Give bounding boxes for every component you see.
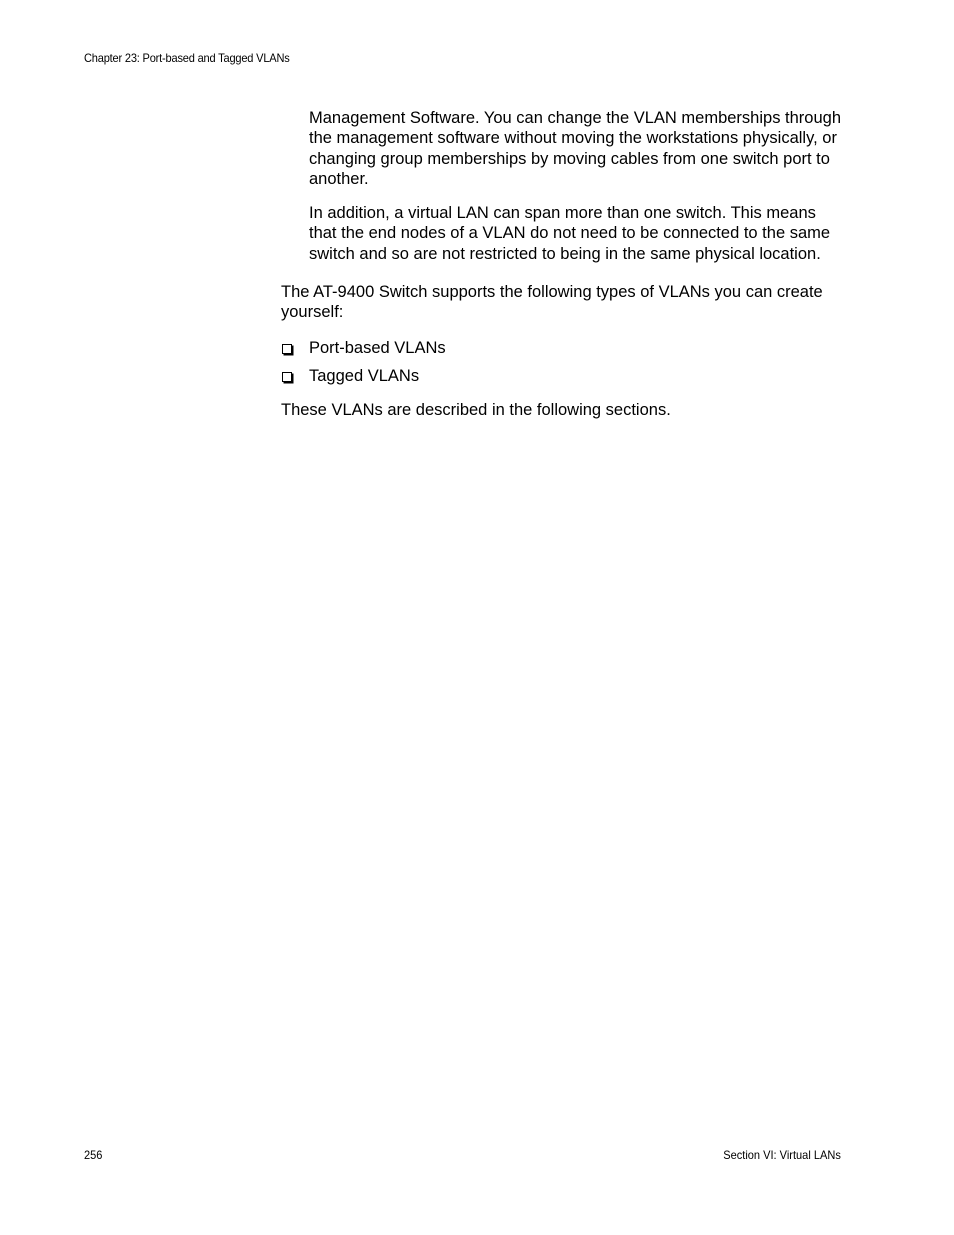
list-item <box>281 366 841 386</box>
checkbox-bullet-icon <box>282 344 292 354</box>
page-content <box>281 108 841 421</box>
paragraph-closing: These VLANs are described in the following sections. <box>281 401 671 420</box>
checkbox-bullet-icon <box>282 372 292 382</box>
paragraph-span-switches: In addition, a virtual LAN can span more than one switch. This means that the end nodes of a VLAN do not need to be connected to the same switch and so are not restricted to being in the same physical location. <box>309 204 831 263</box>
page-number: 256 <box>84 1148 103 1162</box>
list-item-label: Tagged VLANs <box>309 366 420 385</box>
running-header: Chapter 23: Port-based and Tagged VLANs <box>84 51 290 65</box>
running-footer-section: Section VI: Virtual LANs <box>723 1148 841 1162</box>
paragraph-vlan-types-intro: The AT-9400 Switch supports the following types of VLANs you can create yourself: <box>281 283 823 322</box>
list-item <box>281 338 841 358</box>
vlan-types-list <box>281 338 841 387</box>
paragraph-management-software: Management Software. You can change the VLAN memberships through the management software without moving the workstations physically, or changing group memberships by moving cables from one switch port to another. <box>309 109 841 188</box>
list-item-label: Port-based VLANs <box>309 338 446 357</box>
